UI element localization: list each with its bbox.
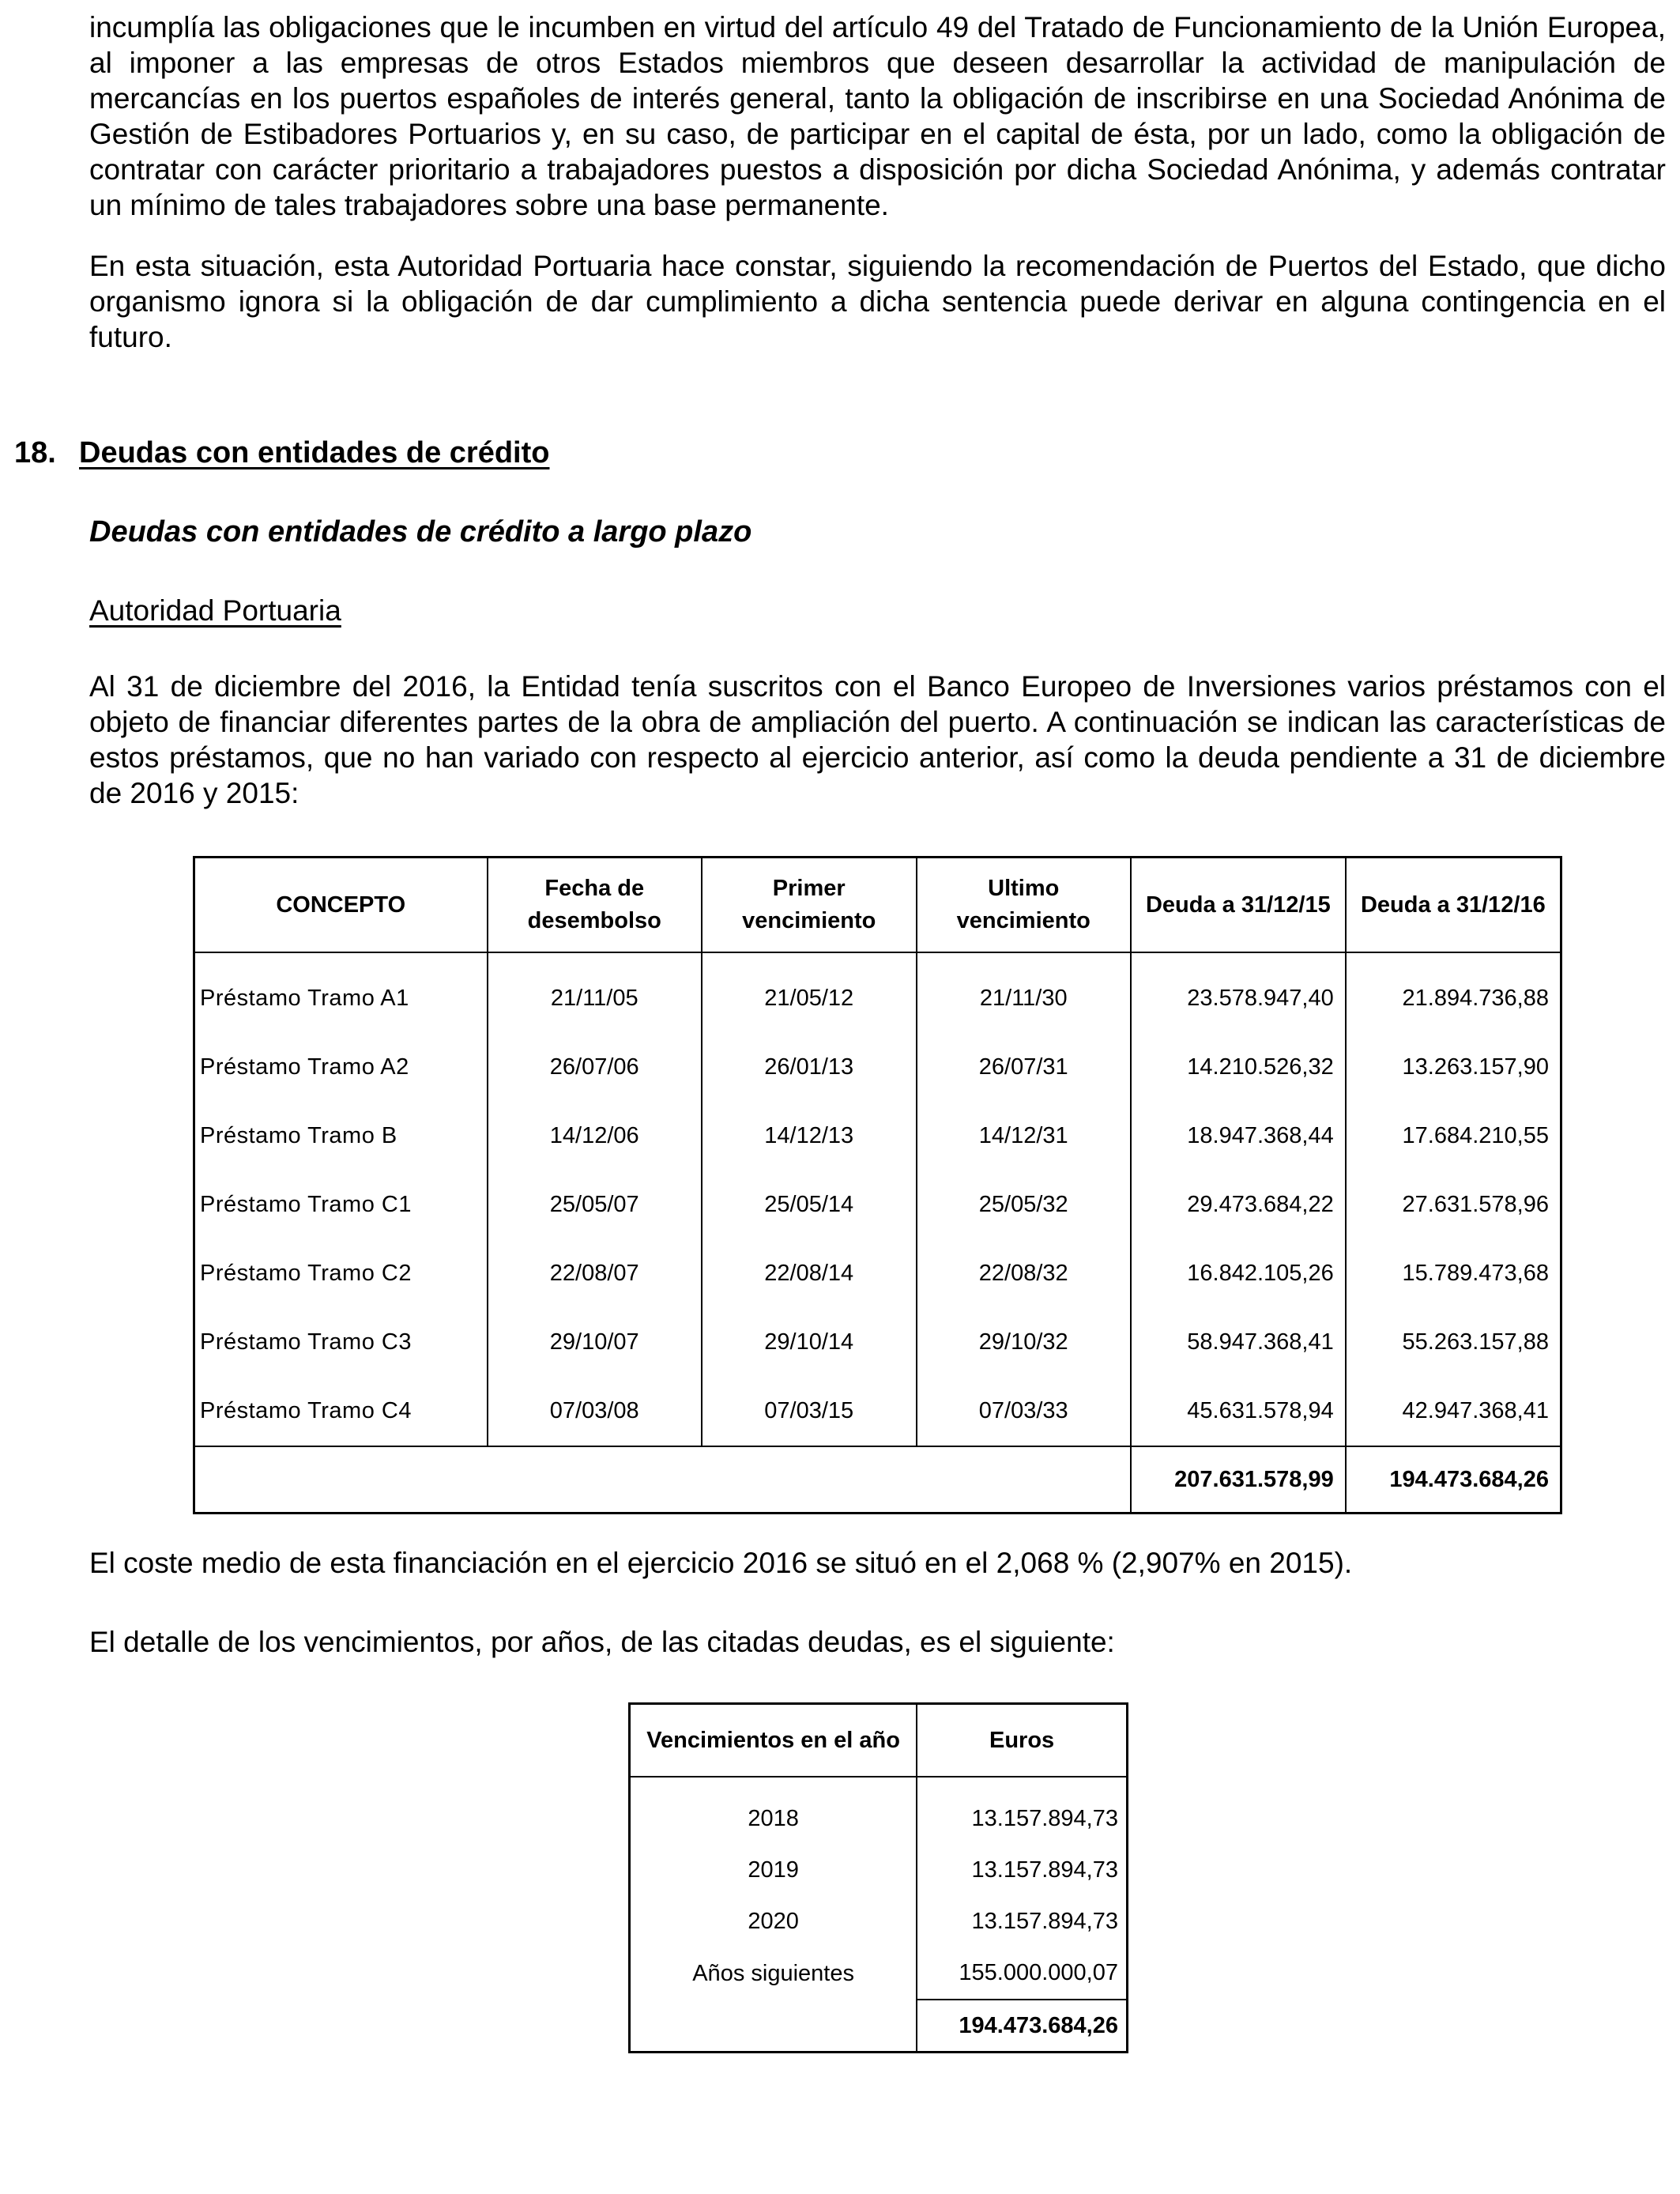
- table-row: [630, 1845, 1128, 1896]
- header-deuda-2015: Deuda a 31/12/15: [1131, 858, 1346, 953]
- section-number: 18.: [14, 436, 56, 469]
- table-row: [194, 1171, 1561, 1239]
- maturities-total: 194.473.684,26: [917, 2000, 1127, 2053]
- cell-deuda16: 21.894.736,88: [1346, 952, 1561, 1033]
- cell-primer: 29/10/14: [702, 1308, 917, 1377]
- cell-deuda15: 23.578.947,40: [1131, 952, 1346, 1033]
- table-row: [194, 1377, 1561, 1446]
- cell-concepto: Préstamo Tramo B: [194, 1102, 488, 1171]
- maturities-intro: El detalle de los vencimientos, por años, de las citadas deudas, es el siguiente:: [89, 1626, 1115, 1658]
- cell-desembolso: 26/07/06: [488, 1033, 703, 1102]
- total-deuda15: 207.631.578,99: [1131, 1446, 1346, 1514]
- cell-ultimo: 21/11/30: [917, 952, 1132, 1033]
- cell-deuda15: 14.210.526,32: [1131, 1033, 1346, 1102]
- table-row: [630, 1896, 1128, 1947]
- cost-text: El coste medio de esta financiación en el ejercicio 2016 se situó en el 2,068 % (2,907% en 2015).: [89, 1547, 1353, 1579]
- header-primer-vencimiento: Primer vencimiento: [702, 858, 917, 953]
- loans-table: [193, 856, 1562, 1514]
- cell-desembolso: 29/10/07: [488, 1308, 703, 1377]
- cell-year: Años siguientes: [630, 1947, 917, 2000]
- cell-deuda15: 16.842.105,26: [1131, 1239, 1346, 1308]
- section-title: Deudas con entidades de crédito: [79, 436, 550, 469]
- cell-desembolso: 25/05/07: [488, 1171, 703, 1239]
- maturities-total-row: [630, 2000, 1128, 2053]
- maturities-table: [628, 1702, 1128, 2053]
- cell-year: 2018: [630, 1777, 917, 1845]
- header-concepto: CONCEPTO: [194, 858, 488, 953]
- cell-euros: 155.000.000,07: [917, 1947, 1127, 2000]
- cell-primer: 26/01/13: [702, 1033, 917, 1102]
- cell-ultimo: 29/10/32: [917, 1308, 1132, 1377]
- total-deuda16: 194.473.684,26: [1346, 1446, 1561, 1514]
- cell-desembolso: 07/03/08: [488, 1377, 703, 1446]
- cell-ultimo: 25/05/32: [917, 1171, 1132, 1239]
- cell-ultimo: 14/12/31: [917, 1102, 1132, 1171]
- cell-euros: 13.157.894,73: [917, 1777, 1127, 1845]
- cell-deuda15: 29.473.684,22: [1131, 1171, 1346, 1239]
- cell-primer: 14/12/13: [702, 1102, 917, 1171]
- cell-primer: 21/05/12: [702, 952, 917, 1033]
- cell-desembolso: 22/08/07: [488, 1239, 703, 1308]
- maturities-header-row: [630, 1704, 1128, 1777]
- header-vencimientos: Vencimientos en el año: [630, 1704, 917, 1777]
- table-row: [194, 1308, 1561, 1377]
- cell-concepto: Préstamo Tramo A2: [194, 1033, 488, 1102]
- header-deuda-2016: Deuda a 31/12/16: [1346, 858, 1561, 953]
- table-row: [194, 952, 1561, 1033]
- section-description: Al 31 de diciembre del 2016, la Entidad tenía suscritos con el Banco Europeo de Inversiones varios préstamos con el objeto de financiar diferentes partes de la obra de ampliación del puerto. A continuación se indican las características de estos préstamos, que no han variado con respecto al ejercicio anterior, así como la deuda pendiente a 31 de diciembre de 2016 y 2015:: [89, 670, 1666, 809]
- cell-deuda15: 45.631.578,94: [1131, 1377, 1346, 1446]
- cell-desembolso: 21/11/05: [488, 952, 703, 1033]
- cell-year: 2020: [630, 1896, 917, 1947]
- cell-deuda16: 55.263.157,88: [1346, 1308, 1561, 1377]
- entity-heading: Autoridad Portuaria: [89, 594, 341, 627]
- section-subheading: Deudas con entidades de crédito a largo plazo: [89, 515, 752, 548]
- cell-concepto: Préstamo Tramo C2: [194, 1239, 488, 1308]
- loans-total-row: [194, 1446, 1561, 1514]
- header-ultimo-vencimiento: Ultimo vencimiento: [917, 858, 1132, 953]
- cell-deuda16: 27.631.578,96: [1346, 1171, 1561, 1239]
- cell-deuda16: 13.263.157,90: [1346, 1033, 1561, 1102]
- intro-paragraph-2: En esta situación, esta Autoridad Portuaria hace constar, siguiendo la recomendación de Puertos del Estado, que dicho organismo ignora si la obligación de dar cumplimiento a dicha sentencia puede derivar en alguna contingencia en el futuro.: [89, 250, 1666, 353]
- cell-deuda15: 18.947.368,44: [1131, 1102, 1346, 1171]
- cell-euros: 13.157.894,73: [917, 1845, 1127, 1896]
- cell-ultimo: 22/08/32: [917, 1239, 1132, 1308]
- cell-concepto: Préstamo Tramo A1: [194, 952, 488, 1033]
- cell-deuda16: 17.684.210,55: [1346, 1102, 1561, 1171]
- cell-deuda16: 15.789.473,68: [1346, 1239, 1561, 1308]
- cell-euros: 13.157.894,73: [917, 1896, 1127, 1947]
- cell-concepto: Préstamo Tramo C3: [194, 1308, 488, 1377]
- cell-deuda15: 58.947.368,41: [1131, 1308, 1346, 1377]
- table-row: [194, 1033, 1561, 1102]
- cell-ultimo: 26/07/31: [917, 1033, 1132, 1102]
- cell-concepto: Préstamo Tramo C4: [194, 1377, 488, 1446]
- table-row: [630, 1777, 1128, 1845]
- intro-paragraph-1: incumplía las obligaciones que le incumben en virtud del artículo 49 del Tratado de Funcionamiento de la Unión Europea, al imponer a las empresas de otros Estados miembros que deseen desarrollar la actividad de manipulación de mercancías en los puertos españoles de interés general, tanto la obligación de inscribirse en una Sociedad Anónima de Gestión de Estibadores Portuarios y, en su caso, de participar en el capital de ésta, por un lado, como la obligación de contratar con carácter prioritario a trabajadores puestos a disposición por dicha Sociedad Anónima, y además contratar un mínimo de tales trabajadores sobre una base permanente.: [89, 11, 1666, 221]
- header-fecha-desembolso: Fecha de desembolso: [488, 858, 703, 953]
- table-row: [630, 1947, 1128, 2000]
- total-blank-cell: [630, 2000, 917, 2053]
- cell-primer: 22/08/14: [702, 1239, 917, 1308]
- cell-deuda16: 42.947.368,41: [1346, 1377, 1561, 1446]
- cell-year: 2019: [630, 1845, 917, 1896]
- cell-desembolso: 14/12/06: [488, 1102, 703, 1171]
- loans-header-row: [194, 858, 1561, 953]
- table-row: [194, 1239, 1561, 1308]
- cell-ultimo: 07/03/33: [917, 1377, 1132, 1446]
- total-label-cell: [194, 1446, 1132, 1514]
- cell-primer: 07/03/15: [702, 1377, 917, 1446]
- cell-primer: 25/05/14: [702, 1171, 917, 1239]
- header-euros: Euros: [917, 1704, 1127, 1777]
- cell-concepto: Préstamo Tramo C1: [194, 1171, 488, 1239]
- table-row: [194, 1102, 1561, 1171]
